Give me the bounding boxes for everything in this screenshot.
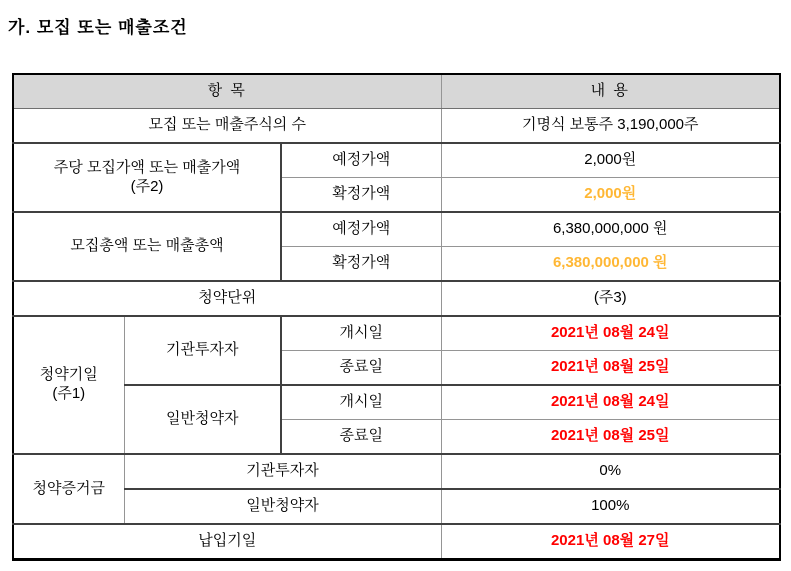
deposit-institutional-label: 기관투자자 bbox=[124, 454, 441, 489]
institutional-end-value: 2021년 08월 25일 bbox=[441, 351, 780, 386]
general-subscriber-label: 일반청약자 bbox=[124, 385, 281, 454]
payment-date-label: 납입기일 bbox=[13, 524, 441, 560]
shares-value: 기명식 보통주 3,190,000주 bbox=[441, 109, 780, 144]
table-row bbox=[13, 454, 780, 489]
subscription-period-label-note: (주1) bbox=[52, 385, 86, 402]
table-row bbox=[13, 143, 780, 178]
price-per-share-label-text: 주당 모집가액 또는 매출가액 bbox=[53, 158, 241, 176]
institutional-start-value: 2021년 08월 24일 bbox=[441, 316, 780, 351]
price-confirmed-label: 확정가액 bbox=[281, 178, 441, 213]
general-start-value: 2021년 08월 24일 bbox=[441, 385, 780, 420]
total-amount-label: 모집총액 또는 매출총액 bbox=[13, 212, 281, 281]
offering-conditions-table bbox=[12, 73, 781, 561]
table-row bbox=[13, 316, 780, 351]
price-expected-label: 예정가액 bbox=[281, 143, 441, 178]
total-expected-label: 예정가액 bbox=[281, 212, 441, 247]
header-content-cell: 내 용 bbox=[441, 74, 780, 109]
deposit-label: 청약증거금 bbox=[13, 454, 124, 524]
subscription-period-label-text: 청약기일 bbox=[39, 366, 98, 384]
page-title: 가. 모집 또는 매출조건 bbox=[8, 18, 188, 37]
total-confirmed-label: 확정가액 bbox=[281, 247, 441, 282]
table-row bbox=[13, 281, 780, 316]
payment-date-value: 2021년 08월 27일 bbox=[441, 524, 780, 560]
table-row bbox=[13, 489, 780, 524]
institutional-start-label: 개시일 bbox=[281, 316, 441, 351]
price-expected-value: 2,000원 bbox=[441, 143, 780, 178]
deposit-general-value: 100% bbox=[441, 489, 780, 524]
deposit-general-label: 일반청약자 bbox=[124, 489, 441, 524]
header-item-cell: 항 목 bbox=[13, 74, 441, 109]
shares-label: 모집 또는 매출주식의 수 bbox=[13, 109, 441, 144]
general-end-value: 2021년 08월 25일 bbox=[441, 420, 780, 455]
general-start-label: 개시일 bbox=[281, 385, 441, 420]
table-header-row bbox=[13, 74, 780, 109]
table-row bbox=[13, 109, 780, 144]
table-row bbox=[13, 524, 780, 560]
price-per-share-label-note: (주2) bbox=[130, 177, 164, 195]
subscription-unit-value: (주3) bbox=[441, 281, 780, 316]
total-expected-value: 6,380,000,000 원 bbox=[441, 212, 780, 247]
institutional-end-label: 종료일 bbox=[281, 351, 441, 386]
deposit-institutional-value: 0% bbox=[441, 454, 780, 489]
total-confirmed-value: 6,380,000,000 원 bbox=[441, 247, 780, 282]
institutional-investor-label: 기관투자자 bbox=[124, 316, 281, 385]
price-per-share-label bbox=[13, 143, 281, 212]
table-row bbox=[13, 385, 780, 420]
general-end-label: 종료일 bbox=[281, 420, 441, 455]
subscription-period-label bbox=[13, 316, 124, 454]
subscription-unit-label: 청약단위 bbox=[13, 281, 441, 316]
price-confirmed-value: 2,000원 bbox=[441, 178, 780, 213]
table-row bbox=[13, 212, 780, 247]
